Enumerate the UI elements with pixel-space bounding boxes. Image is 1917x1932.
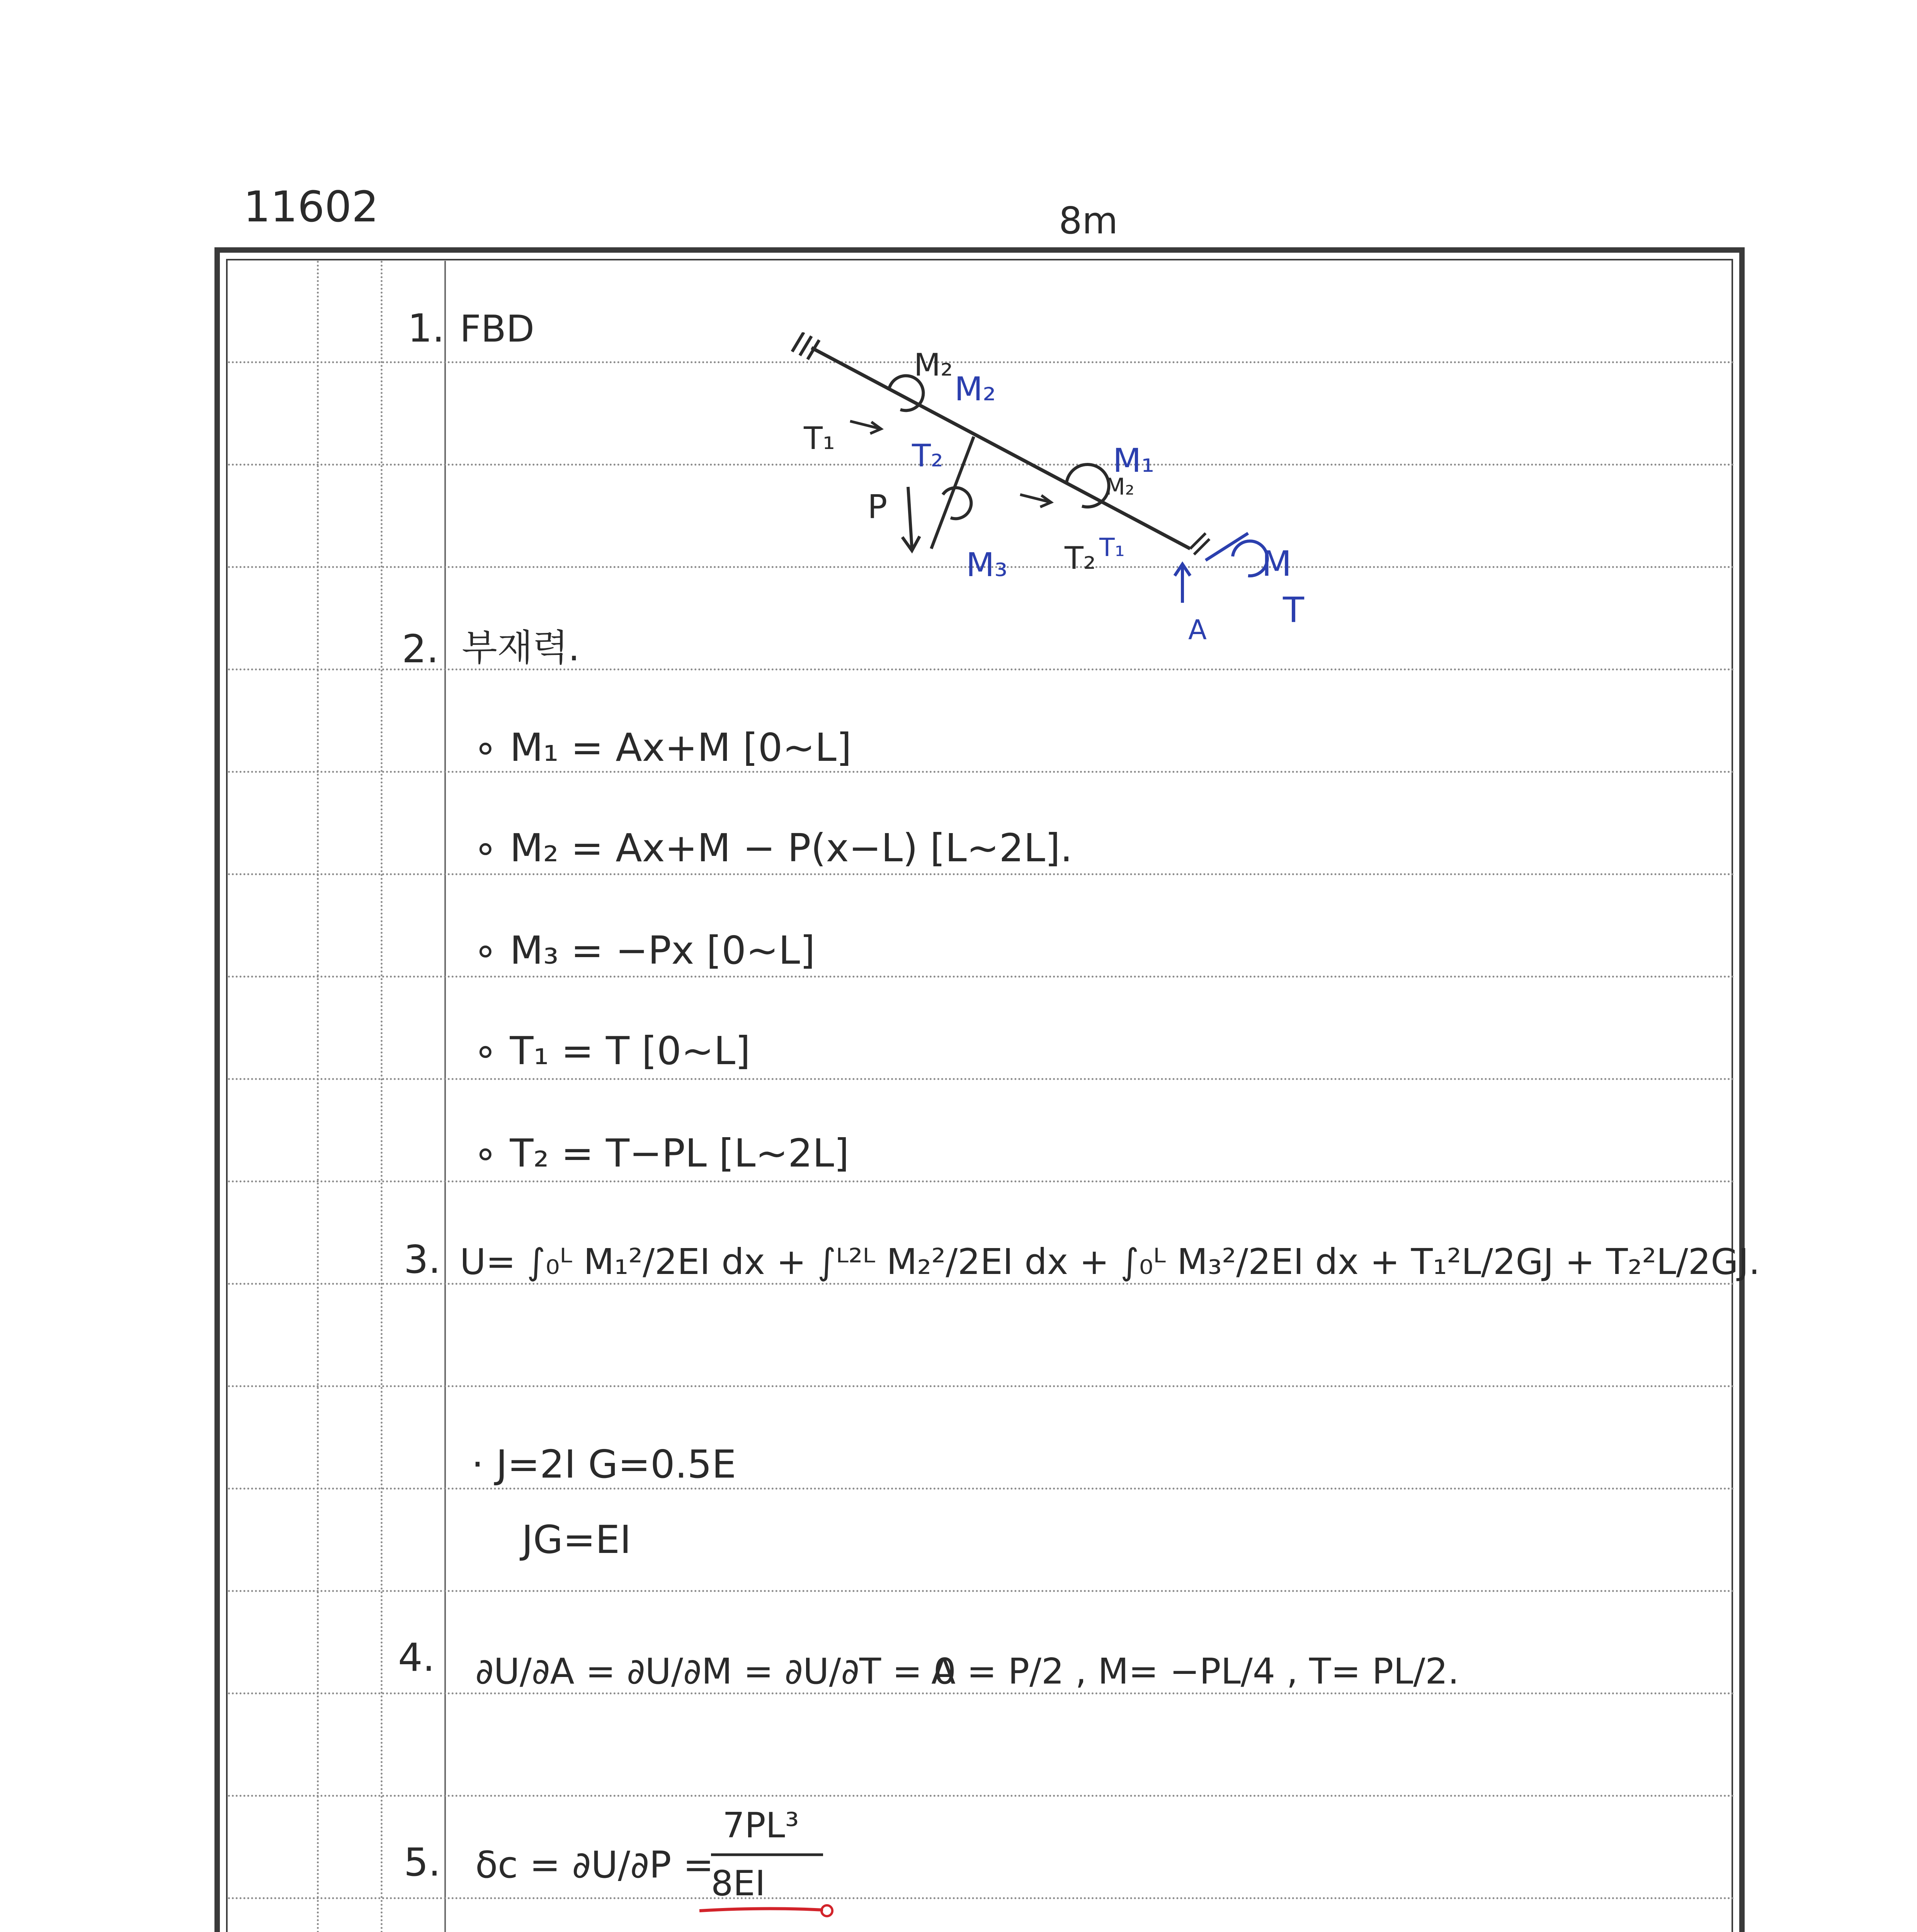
ruled-line xyxy=(228,1180,1735,1182)
step-3-number: 3. xyxy=(404,1237,441,1282)
step-1-number: 1. xyxy=(408,306,445,351)
ruled-line xyxy=(228,1488,1735,1490)
ruled-line xyxy=(228,1795,1735,1797)
fbd-label-m3: M₃ xyxy=(966,546,1008,584)
fbd-label-m: M xyxy=(1262,544,1292,584)
fbd-label-a: A xyxy=(1188,614,1207,646)
ruled-line xyxy=(228,976,1735,978)
ruled-line xyxy=(228,1692,1735,1694)
load-arrow-p xyxy=(902,487,920,551)
ruled-line xyxy=(228,1590,1735,1592)
answer-underline xyxy=(696,1899,842,1922)
member-force-line: ∘ T₂ = T−PL [L~2L] xyxy=(473,1131,849,1176)
fbd-label-p: P xyxy=(867,488,888,526)
margin-guide-3 xyxy=(444,261,446,1932)
fbd-label-t1: T₁ xyxy=(804,420,835,456)
ruled-line xyxy=(228,771,1735,773)
sheet-number: 11602 xyxy=(243,182,379,231)
fbd-label-m2: M₂ xyxy=(914,347,953,383)
page-mark: 8m xyxy=(1059,200,1118,242)
fbd-label-t1-blue: T₁ xyxy=(1099,533,1125,562)
fbd-label-t2-blue: T₂ xyxy=(912,438,943,474)
margin-guide-2 xyxy=(381,261,383,1932)
deflection-expression: δc = ∂U/∂P = xyxy=(475,1844,714,1886)
member-force-line: ∘ M₃ = −Px [0~L] xyxy=(473,928,815,973)
fbd-label-t2: T₂ xyxy=(1065,540,1096,576)
fbd-label-m2-small: M₂ xyxy=(1105,473,1135,500)
margin-guide-1 xyxy=(317,261,319,1932)
step-4-number: 4. xyxy=(398,1635,435,1680)
fbd-label-t: T xyxy=(1283,590,1304,631)
answer-fraction-bar xyxy=(707,1851,831,1859)
stiffness-note: JG=EI xyxy=(522,1517,631,1562)
step-1-title: FBD xyxy=(460,308,534,350)
member-force-line: ∘ T₁ = T [0~L] xyxy=(473,1028,750,1073)
fbd-diagram xyxy=(773,332,1352,649)
castigliano-conditions: ∂U/∂A = ∂U/∂M = ∂U/∂T = 0 xyxy=(475,1651,956,1692)
answer-denominator: 8EI xyxy=(711,1863,765,1904)
ruled-line xyxy=(228,668,1735,670)
fbd-label-m2-blue: M₂ xyxy=(954,370,996,408)
strain-energy-equation: U= ∫₀ᴸ M₁²/2EI dx + ∫ᴸ²ᴸ M₂²/2EI dx + ∫₀ᴸ M₃²/2EI dx + T₁²L/2GJ + T₂²L/2GJ. xyxy=(460,1241,1760,1282)
reaction-results: A = P/2 , M= −PL/4 , T= PL/2. xyxy=(931,1651,1459,1692)
ruled-line xyxy=(228,1897,1735,1899)
ruled-line xyxy=(228,1385,1735,1387)
wall-support-icon xyxy=(792,332,819,359)
member-force-line: ∘ M₂ = Ax+M − P(x−L) [L~2L]. xyxy=(473,825,1073,871)
fbd-label-m1: M₁ xyxy=(1113,442,1155,480)
ruled-line xyxy=(228,873,1735,875)
member-force-line: ∘ M₁ = Ax+M [0~L] xyxy=(473,725,852,770)
ruled-line xyxy=(228,1078,1735,1080)
ruled-line xyxy=(228,1283,1735,1285)
step-5-number: 5. xyxy=(404,1840,441,1885)
answer-numerator: 7PL³ xyxy=(723,1805,799,1846)
step-2-title: 부재력. xyxy=(462,627,580,669)
torsion-note: · J=2I G=0.5E xyxy=(471,1442,737,1487)
step-2-number: 2. xyxy=(402,626,439,672)
